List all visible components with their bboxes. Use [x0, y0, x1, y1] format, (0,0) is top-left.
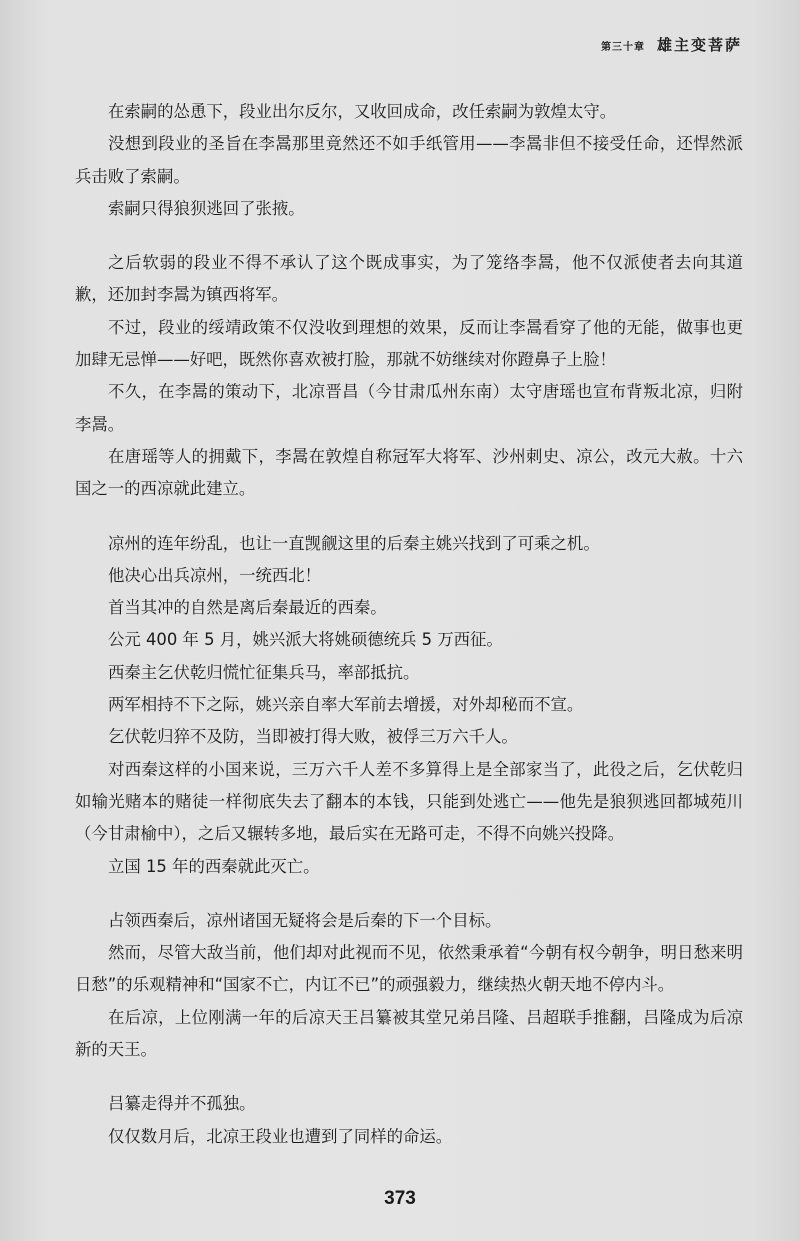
paragraph: 乞伏乾归猝不及防，当即被打得大败，被俘三万六千人。: [108, 727, 518, 747]
paragraph: 两军相持不下之际，姚兴亲自率大军前去增援，对外却秘而不宣。: [108, 695, 584, 715]
paragraph: 他决心出兵凉州，一统西北！: [108, 565, 322, 585]
paragraph: 不过，段业的绥靖政策不仅没收到理想的效果，反而让李暠看穿了他的无能，做事也更加肆无忌惮——好吧，既然你喜欢被打脸，那就不妨继续对你蹬鼻子上脸！: [75, 317, 743, 370]
body-text: [75, 96, 743, 1153]
paragraph: 立国 15 年的西秦就此灭亡。: [108, 856, 320, 876]
section-gap: [75, 883, 743, 905]
chapter-number: 第三十章: [600, 42, 645, 53]
paragraph: 公元 400 年 5 月，姚兴派大将姚硕德统兵 5 万西征。: [108, 630, 503, 650]
running-header: [601, 34, 742, 55]
paragraph: 仅仅数月后，北凉王段业也遭到了同样的命运。: [108, 1126, 453, 1146]
section-gap: [75, 225, 743, 247]
paragraph: 在索嗣的怂恿下，段业出尔反尔，又收回成命，改任索嗣为敦煌太守。: [108, 102, 617, 121]
paragraph: 在唐瑶等人的拥戴下，李暠在敦煌自称冠军大将军、沙州刺史、凉公，改元大赦。十六国之一的西凉就此建立。: [75, 446, 743, 499]
paragraph: 在后凉，上位刚满一年的后凉天王吕纂被其堂兄弟吕隆、吕超联手推翻，吕隆成为后凉新的天王。: [75, 1007, 743, 1060]
paragraph: 之后软弱的段业不得不承认了这个既成事实，为了笼络李暠，他不仅派使者去向其道歉，还加封李暠为镇西将军。: [75, 253, 743, 305]
paragraph: 索嗣只得狼狈逃回了张掖。: [108, 198, 305, 218]
paragraph: 然而，尽管大敌当前，他们却对此视而不见，依然秉承着“今朝有权今朝争，明日愁来明日愁”的乐观精神和“国家不亡，内讧不已”的顽强毅力，继续热火朝天地不停内斗。: [75, 943, 743, 995]
paragraph: 占领西秦后，凉州诸国无疑将会是后秦的下一个目标。: [108, 910, 502, 930]
paragraph: 对西秦这样的小国来说，三万六千人差不多算得上是全部家当了，此役之后，乞伏乾归如输光赌本的赌徒一样彻底失去了翻本的本钱，只能到处逃亡——他先是狼狈逃回都城苑川（今甘肃榆中），之后又辗转多地，最后实在无路可走，不得不向姚兴投降。: [75, 759, 743, 844]
section-gap: [75, 506, 743, 528]
page-number: 373: [384, 1188, 416, 1209]
section-gap: [75, 1066, 743, 1088]
paragraph: 首当其冲的自然是离后秦最近的西秦。: [108, 598, 387, 618]
paragraph: 不久，在李暠的策动下，北凉晋昌（今甘肃瓜州东南）太守唐瑶也宣布背叛北凉，归附李暠。: [75, 382, 743, 434]
paragraph: 吕纂走得并不孤独。: [108, 1094, 256, 1114]
chapter-title: 雄主变菩萨: [656, 36, 742, 54]
paragraph: 凉州的连年纷乱，也让一直觊觎这里的后秦主姚兴找到了可乘之机。: [108, 533, 600, 553]
paragraph: 西秦主乞伏乾归慌忙征集兵马，率部抵抗。: [108, 662, 420, 682]
paragraph: 没想到段业的圣旨在李暠那里竟然还不如手纸管用——李暠非但不接受任命，还悍然派兵击败了索嗣。: [75, 134, 743, 186]
